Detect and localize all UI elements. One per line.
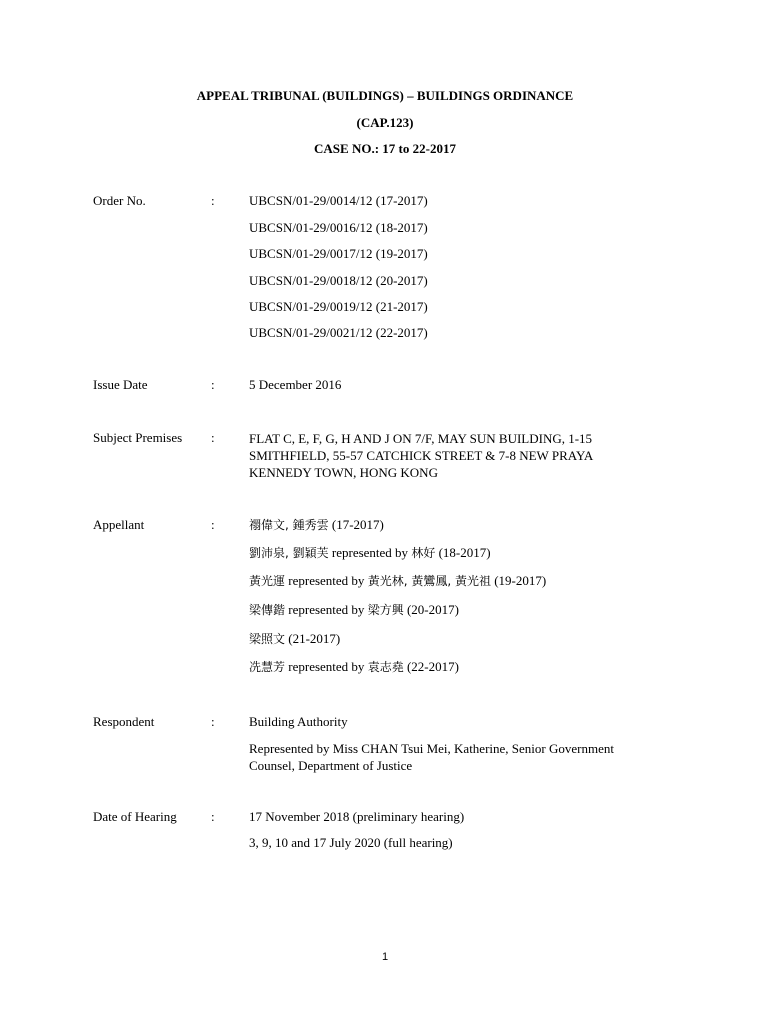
represented-by-text: represented by [285, 659, 368, 674]
appellant-entry [249, 573, 546, 589]
order-no-value: UBCSN/01-29/0014/12 (17-2017) [249, 193, 428, 208]
appellant-case: (17-2017) [328, 517, 384, 532]
issue-date-label: Issue Date [93, 377, 148, 392]
appellant-case: (20-2017) [403, 602, 459, 617]
hearing-date-colon: : [211, 809, 215, 824]
represented-by-text: represented by [285, 602, 368, 617]
issue-date-value: 5 December 2016 [249, 377, 342, 392]
order-no-value: UBCSN/01-29/0021/12 (22-2017) [249, 325, 428, 340]
appellant-entry [249, 631, 340, 647]
order-no-label: Order No. [93, 193, 146, 208]
appellant-case: (21-2017) [285, 631, 341, 646]
subject-premises-label: Subject Premises [93, 430, 183, 445]
appellant-representative: 林好 [411, 546, 436, 560]
subject-premises-colon: : [211, 430, 215, 445]
order-no-value: UBCSN/01-29/0017/12 (19-2017) [249, 246, 428, 261]
appellant-names: 禤偉文, 鍾秀雲 [249, 518, 329, 532]
appellant-names: 黃光運 [249, 574, 286, 588]
respondent-label: Respondent [93, 714, 155, 729]
appellant-representative: 黃光林, 黃鸞鳳, 黃光祖 [367, 574, 491, 588]
subject-premises-value: FLAT C, E, F, G, H AND J ON 7/F, MAY SUN BUILDING, 1-15 SMITHFIELD, 55-57 CATCHICK STREET & 7-8 NEW PRAYA KENNEDY TOWN, HONG KONG [249, 431, 593, 480]
order-no-value: UBCSN/01-29/0016/12 (18-2017) [249, 220, 428, 235]
appellant-entry [249, 545, 491, 561]
appellant-representative: 梁方興 [367, 603, 404, 617]
document-cap: (CAP.123) [356, 115, 414, 130]
respondent-value: Building Authority [249, 714, 348, 729]
hearing-date-value: 17 November 2018 (preliminary hearing) [249, 809, 465, 824]
represented-by-text: represented by [285, 573, 368, 588]
appellant-colon: : [211, 517, 215, 532]
issue-date-colon: : [211, 377, 215, 392]
hearing-date-value: 3, 9, 10 and 17 July 2020 (full hearing) [249, 835, 453, 850]
order-no-value: UBCSN/01-29/0019/12 (21-2017) [249, 299, 428, 314]
appellant-entry [249, 602, 459, 618]
appellant-names: 梁傳鍇 [249, 603, 286, 617]
appellant-entry [249, 659, 459, 675]
represented-by-text: represented by [328, 545, 412, 560]
appellant-representative: 袁志堯 [367, 660, 404, 674]
order-no-value: UBCSN/01-29/0018/12 (20-2017) [249, 273, 428, 288]
appellant-label: Appellant [93, 517, 145, 532]
respondent-colon: : [211, 714, 215, 729]
appellant-names: 劉沛泉, 劉穎芙 [249, 546, 329, 560]
case-number: CASE NO.: 17 to 22-2017 [314, 141, 456, 156]
order-no-colon: : [211, 193, 215, 208]
page-number: 1 [381, 951, 389, 963]
document-title: APPEAL TRIBUNAL (BUILDINGS) – BUILDINGS ORDINANCE [196, 88, 574, 103]
respondent-representation: Represented by Miss CHAN Tsui Mei, Katherine, Senior Government Counsel, Department of Justice [249, 741, 614, 773]
appellant-names: 冼慧芳 [249, 660, 286, 674]
appellant-case: (18-2017) [435, 545, 491, 560]
appellant-case: (22-2017) [403, 659, 459, 674]
appellant-case: (19-2017) [490, 573, 547, 588]
appellant-names: 梁照文 [249, 632, 286, 646]
appellant-entry [249, 517, 384, 533]
hearing-date-label: Date of Hearing [93, 809, 177, 824]
